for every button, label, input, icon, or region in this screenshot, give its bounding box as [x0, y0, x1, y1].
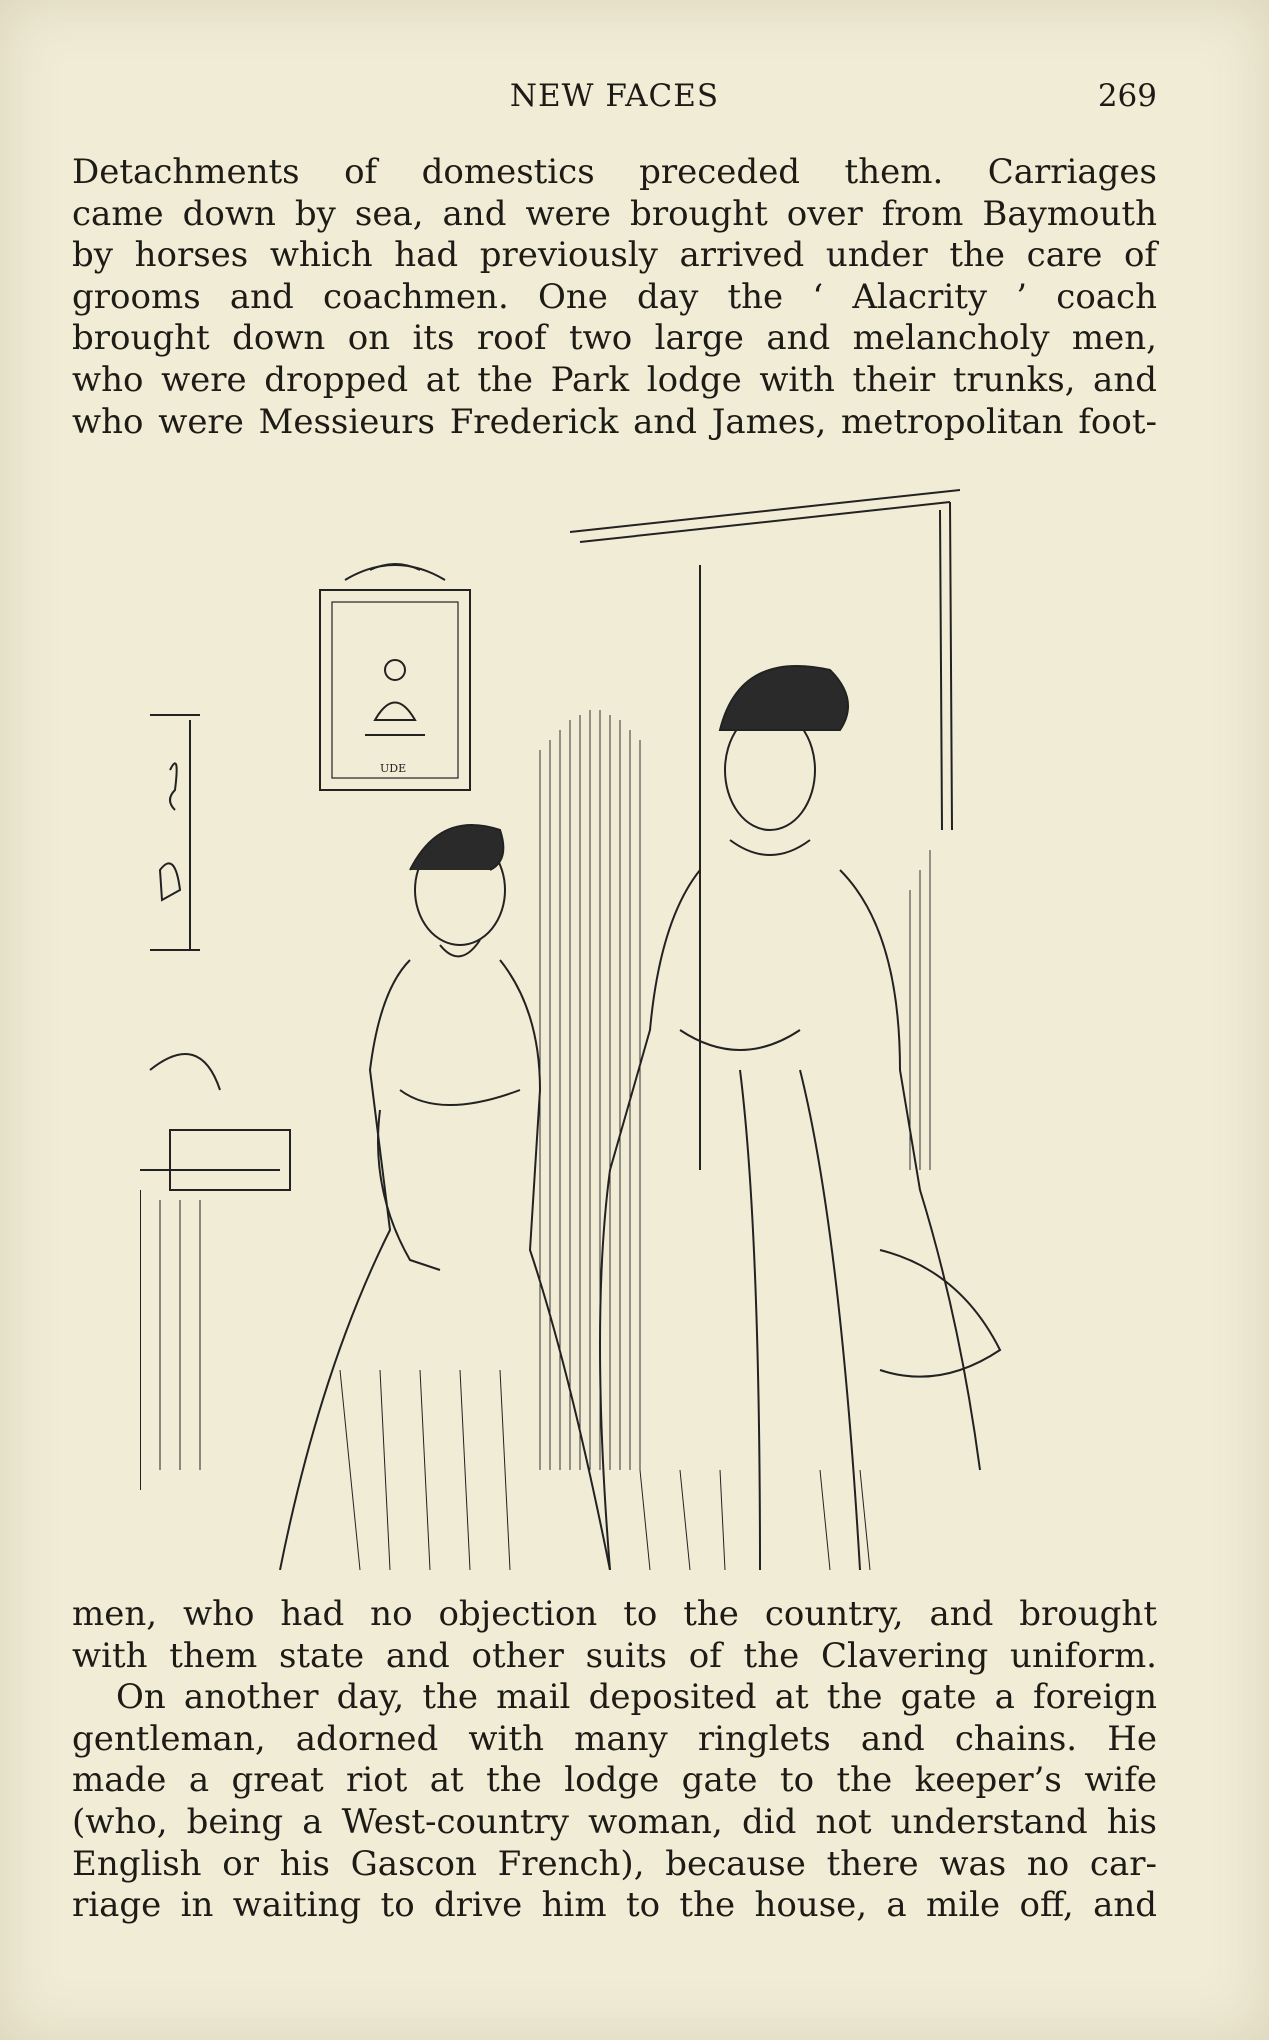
running-head: NEW FACES [509, 78, 720, 114]
text-line: came down by sea, and were brought over from Baymouth [72, 193, 1157, 234]
page-header [72, 78, 1157, 122]
text-line: who were Messieurs Frederick and James, metropolitan foot- [72, 401, 1157, 442]
text-line: brought down on its roof two large and melancholy men, [72, 318, 1157, 359]
page-number: 269 [1097, 78, 1157, 114]
sign-text: UDE [380, 762, 407, 775]
paragraph-top [72, 152, 1157, 443]
text-line: riage in waiting to drive him to the house, a mile off, and [72, 1885, 1157, 1926]
text-line: made a great riot at the lodge gate to the keeper’s wife [72, 1760, 1157, 1801]
text-line: English or his Gascon French), because there was no car- [72, 1843, 1157, 1884]
footman-figure [600, 666, 1000, 1570]
engraving-illustration [140, 470, 1100, 1570]
text-line: Detachments of domestics preceded them. Carriages [72, 152, 1157, 192]
picture-frame [320, 564, 470, 790]
text-line: gentleman, adorned with many ringlets and chains. He [72, 1718, 1157, 1759]
side-table [140, 1054, 290, 1490]
text-line: grooms and coachmen. One day the ‘ Alacrity ’ coach [72, 276, 1157, 317]
text-line: with them state and other suits of the Clavering uniform. [72, 1635, 1157, 1676]
paragraph-bottom [72, 1594, 1157, 1927]
text-line: men, who had no objection to the country, and brought [72, 1594, 1157, 1634]
text-line: (who, being a West-country woman, did not understand his [72, 1801, 1157, 1842]
text-line: On another day, the mail deposited at the gate a foreign [116, 1677, 1157, 1718]
wall-hatching [540, 710, 930, 1470]
text-line: by horses which had previously arrived under the care of [72, 235, 1157, 276]
wall-shelf [150, 715, 200, 950]
text-line: who were dropped at the Park lodge with their trunks, and [72, 359, 1157, 400]
